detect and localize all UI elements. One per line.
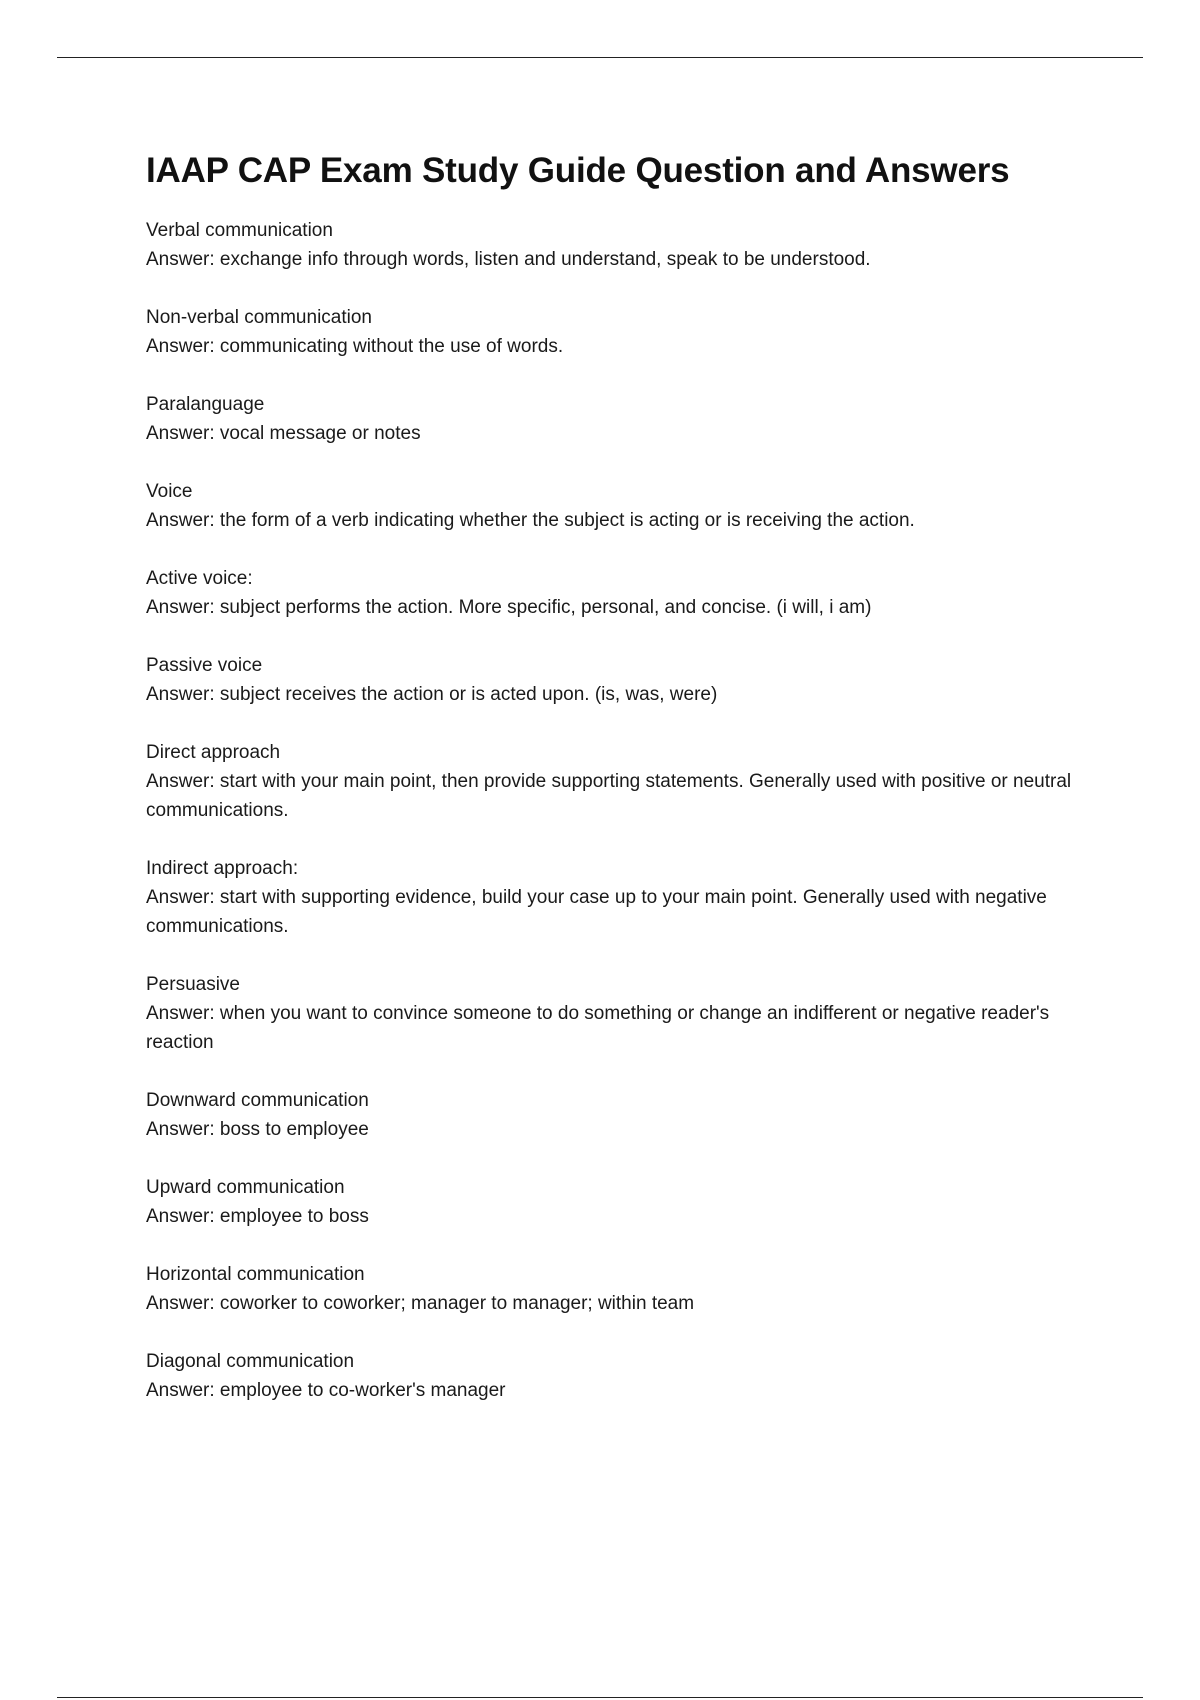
qa-item (146, 738, 1096, 825)
qa-item (146, 1173, 1096, 1231)
qa-answer: Answer: employee to boss (146, 1206, 369, 1227)
qa-item (146, 303, 1096, 361)
qa-question: Horizontal communication (146, 1264, 365, 1285)
qa-question: Indirect approach: (146, 858, 299, 879)
document-body (146, 150, 1096, 1405)
qa-question: Downward communication (146, 1090, 369, 1111)
qa-item (146, 1260, 1096, 1318)
document-title: IAAP CAP Exam Study Guide Question and Answers (146, 151, 1010, 190)
qa-question: Non-verbal communication (146, 307, 372, 328)
qa-item (146, 390, 1096, 448)
qa-item (146, 564, 1096, 622)
qa-question: Direct approach (146, 742, 281, 763)
qa-item (146, 1347, 1096, 1405)
qa-question: Persuasive (146, 974, 240, 995)
qa-answer: Answer: start with supporting evidence, build your case up to your main point. Generally used with negative communications. (146, 887, 1047, 937)
qa-answer: Answer: subject receives the action or is acted upon. (is, was, were) (146, 684, 718, 705)
qa-item (146, 477, 1096, 535)
qa-answer: Answer: boss to employee (146, 1119, 369, 1140)
qa-question: Paralanguage (146, 394, 265, 415)
qa-answer: Answer: subject performs the action. More specific, personal, and concise. (i will, i am) (146, 597, 872, 618)
header-rule (57, 57, 1143, 58)
qa-item (146, 854, 1096, 941)
qa-list (146, 216, 1096, 1405)
qa-answer: Answer: when you want to convince someone to do something or change an indifferent or negative reader's reaction (146, 1003, 1050, 1053)
qa-question: Active voice: (146, 568, 253, 589)
qa-item (146, 1086, 1096, 1144)
qa-question: Voice (146, 481, 193, 502)
qa-answer: Answer: coworker to coworker; manager to manager; within team (146, 1293, 695, 1314)
qa-item (146, 651, 1096, 709)
qa-item (146, 970, 1096, 1057)
qa-answer: Answer: start with your main point, then provide supporting statements. Generally used with positive or neutral communications. (146, 771, 1072, 821)
qa-answer: Answer: communicating without the use of words. (146, 336, 564, 357)
qa-answer: Answer: employee to co-worker's manager (146, 1380, 506, 1401)
qa-question: Upward communication (146, 1177, 345, 1198)
footer-rule (57, 1697, 1143, 1698)
qa-question: Diagonal communication (146, 1351, 355, 1372)
qa-item (146, 216, 1096, 274)
qa-answer: Answer: exchange info through words, listen and understand, speak to be understood. (146, 249, 871, 270)
qa-question: Passive voice (146, 655, 263, 676)
qa-answer: Answer: the form of a verb indicating whether the subject is acting or is receiving the action. (146, 510, 915, 531)
qa-answer: Answer: vocal message or notes (146, 423, 421, 444)
qa-question: Verbal communication (146, 220, 333, 241)
